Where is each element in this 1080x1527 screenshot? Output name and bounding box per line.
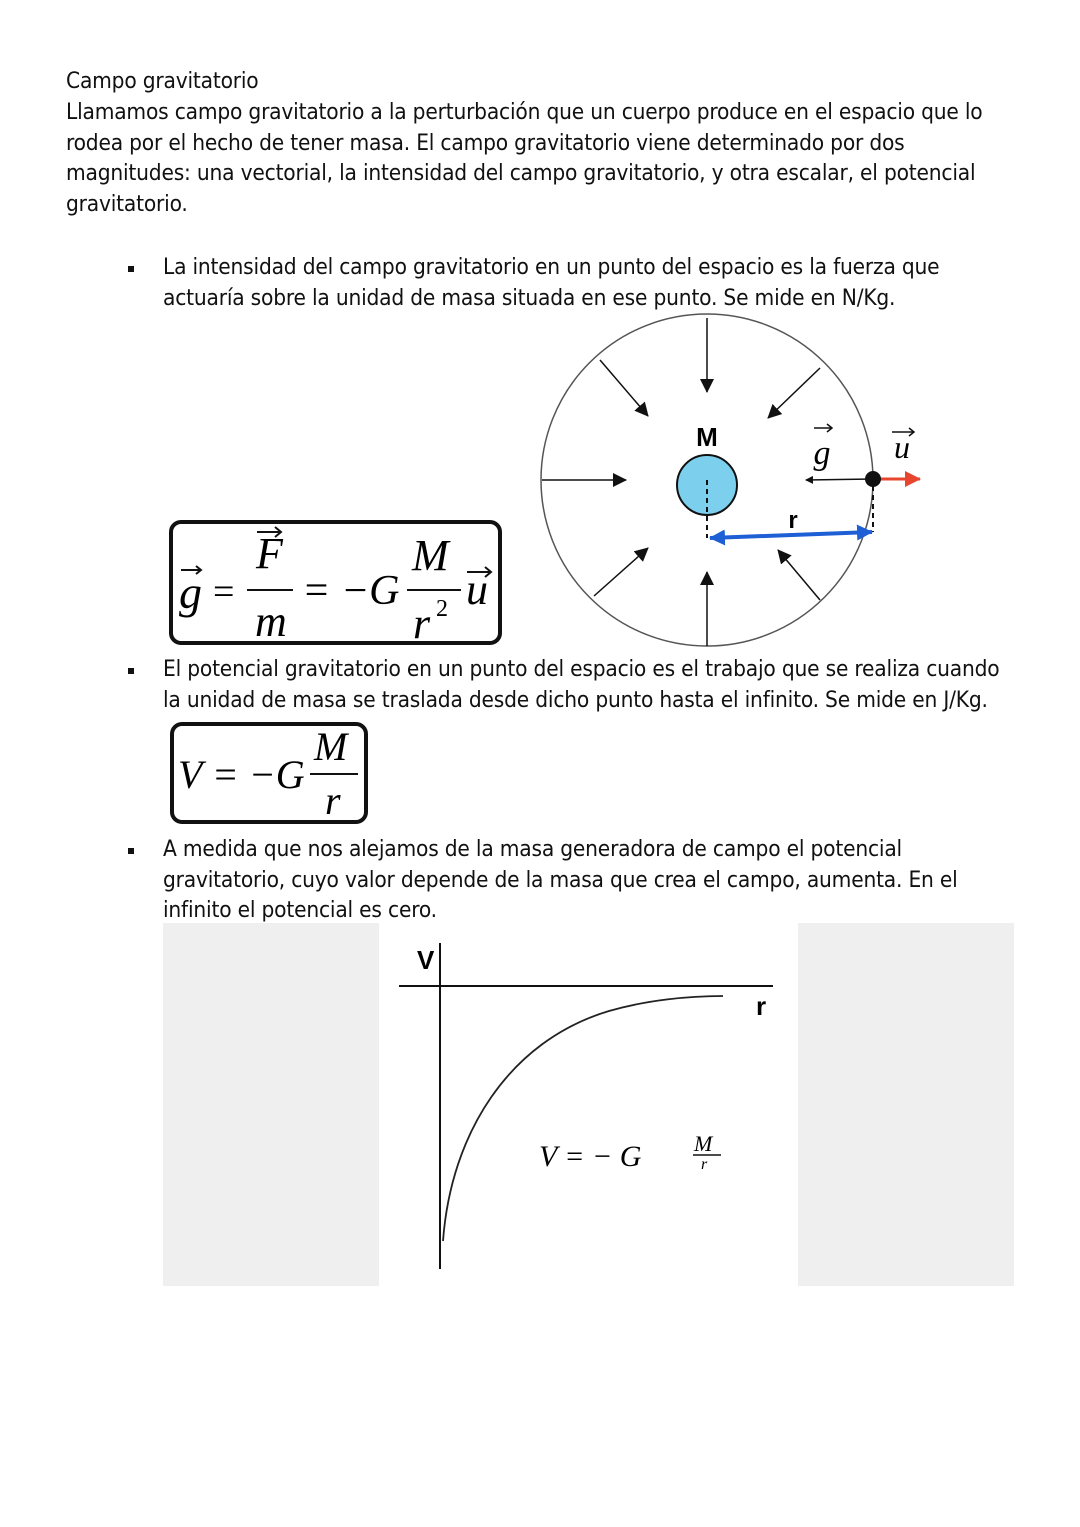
formula-g [169,520,502,645]
bullet-marker [128,668,134,674]
u-vector-label: u [894,429,910,465]
formula-u: u [466,565,488,614]
intro-paragraph: Llamamos campo gravitatorio a la perturbación que un cuerpo produce en el espacio que lo rodea por el hecho de tener masa. El campo gravitatorio viene determinado por dos magnitudes: una vectorial, la intensidad del campo gravitatorio, y otra escalar, el potencial gravitatorio. [66,99,983,217]
r-axis-label: r [756,991,767,1021]
field-arrow-top-left [600,360,648,416]
bullet-potential: El potencial gravitatorio en un punto del espacio es el trabajo que se realiza cuando la unidad de masa se traslada desde dicho punto hasta el infinito. Se mide en J/Kg. [163,656,1000,713]
gravitational-field-diagram [530,310,940,655]
document-title: Campo gravitatorio [66,68,259,94]
potential-graph [379,923,798,1286]
formula-v-r: r [325,778,341,823]
formula-F: F [256,529,283,578]
formula-v [170,722,368,824]
bullet-intensity: La intensidad del campo gravitatorio en un punto del espacio es la fuerza que actuaría sobre la unidad de masa situada en ese punto. Se mide en N/Kg. [163,254,940,311]
field-arrow-top-right [768,368,820,418]
formula-g-symbol: g [179,567,202,618]
formula-v-lhs: V = −G [178,752,305,797]
formula-m: m [255,597,287,645]
g-vector-arrow [806,479,873,480]
test-point [865,471,881,487]
g-vector-hat-icon [814,424,832,432]
formula-M: M [412,531,449,580]
bullet-marker [128,848,134,854]
graph-equation-r: r [701,1156,708,1173]
g-vector-label: g [813,435,831,472]
graph-panel-left [163,923,379,1286]
bullet-marker [128,266,134,272]
formula-minus-G: = −G [302,568,400,614]
v-axis-label: V [417,945,435,975]
graph-equation-M: M [694,1131,713,1156]
field-arrow-bottom-left [594,548,648,596]
formula-equals: = [213,571,235,613]
field-arrow-bottom-right [778,550,820,600]
graph-equation: V = − G [539,1140,642,1173]
bullet-potential-increase: A medida que nos alejamos de la masa generadora de campo el potencial gravitatorio, cuyo valor depende de la masa que crea el campo, aumenta. En el infinito el potencial es cero. [163,836,958,923]
formula-v-M: M [314,724,348,769]
formula-r: r [413,599,431,645]
mass-label: M [696,422,718,452]
formula-exponent: 2 [436,596,448,622]
r-label: r [788,507,798,534]
graph-panel-right [798,923,1014,1286]
